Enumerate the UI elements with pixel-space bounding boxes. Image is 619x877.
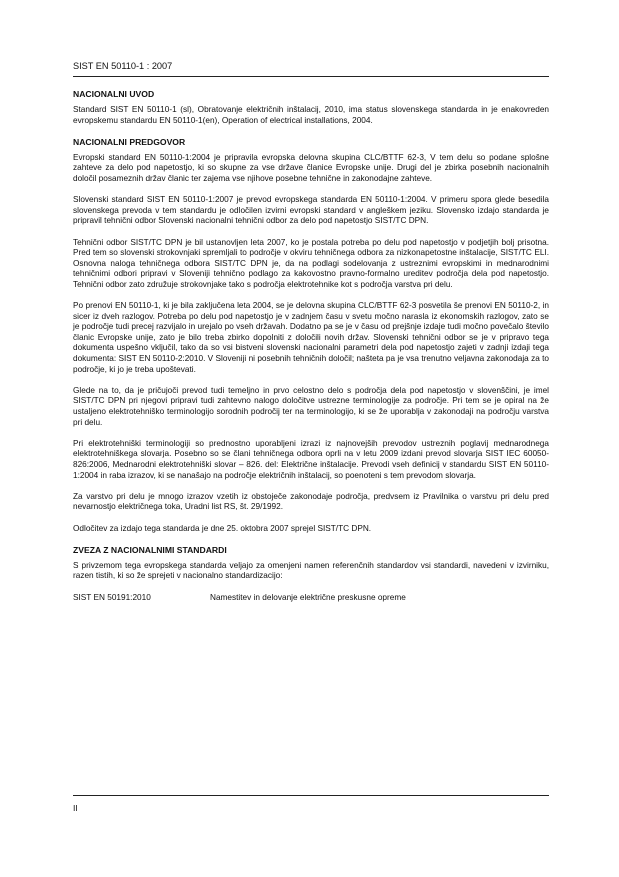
page-number: II [73, 803, 78, 813]
paragraph: Po prenovi EN 50110-1, ki je bila zaključena leta 2004, se je delovna skupina CLC/BTTF 62-3 posvetila še prenovi EN 50110-2, in sicer iz dveh razlogov. Potreba po delu pod napetostjo je v zadnjem času v svetu močno narasla iz ekonomskih razlogov, zato se je področje tudi precej razvijalo in urejalo po vseh državah. Dodatno pa se je v času od prejšnje izdaje tudi močno povečalo število članic Evropske unije, zato je bilo treba zbirko dopolniti z določili novih držav. Slovenski tehnični odbor se je v pripravo tega dokumenta uspešno vključil, tako da so vsi bistveni slovenski nacionalni parametri dela pod napetostjo zajeti v zadnji izdaji tega dokumenta: SIST EN 50110-2:2010. V Sloveniji ni posebnih tehničnih določil; našteta pa je vsa trenutno veljavna zakonodaja za to področje, ki jo je treba upoštevati. [73, 301, 549, 374]
paragraph: Pri elektrotehniški terminologiji so prednostno uporabljeni izrazi iz najnovejših prevodov ustreznih poglavij mednarodnega elektrotehniškega slovarja. Posebno so se člani tehničnega odbora oprli na v letu 2009 izdani prevod slovarja SIST IEC 60050-826:2006, Mednarodni elektrotehniški slovar – 826. del: Električne inštalacije. Prevodi vseh definicij v standardu SIST EN 50110-1:2004 in raba izrazov, ki se nanašajo na področje električnih inštalacij, so poenoteni s tem prevodom slovarja. [73, 438, 549, 480]
paragraph: Za varstvo pri delu je mnogo izrazov vzetih iz obstoječe zakonodaje področja, predvsem iz Pravilnika o varstvu pri delu pred nevarnostjo električnega toka, Uradni list RS, št. 29/1992. [73, 491, 549, 512]
page-header [73, 61, 549, 77]
section-heading: NACIONALNI UVOD [73, 89, 155, 99]
paragraph: Tehnični odbor SIST/TC DPN je bil ustanovljen leta 2007, ko je postala potreba po delu pod napetostjo v podjetjih bolj prisotna. Pred tem so slovenski strokovnjaki spremljali to področje v okviru tehničnega odbora za nizkonapetostne inštalacije, SIST/TC ELI. Osnovna naloga tehničnega odbora SIST/TC DPN je, da na podlagi sodelovanja z ustreznimi evropskimi in mednarodnimi tehničnimi odbori pripravi v Sloveniji tehnično podlago za kakovostno pravno-formalno ureditev področja dela pod napetostjo. Tehnični odbor zato združuje strokovnjake tako s področja elektrotehnike kot s področja varstva pri delu. [73, 237, 549, 289]
document-body [73, 89, 549, 603]
reference-title: Namestitev in delovanje električne preskusne opreme [210, 592, 406, 602]
paragraph: S privzemom tega evropskega standarda veljajo za omenjeni namen referenčnih standardov vsi standardi, navedeni v izvirniku, razen tistih, ki so že sprejeti v nacionalno standardizacijo: [73, 560, 549, 581]
paragraph: Slovenski standard SIST EN 50110-1:2007 je prevod evropskega standarda EN 50110-1:2004. V primeru spora glede besedila slovenskega prevoda v tem standardu je odločilen izvirni evropski standard v angleškem jeziku. Slovensko izdajo standarda je pripravil tehnični odbor Slovenski nacionalni tehnični odbor za delo pod napetostjo SIST/TC DPN. [73, 195, 549, 226]
paragraph: Glede na to, da je pričujoči prevod tudi temeljno in prvo celostno delo s področja dela pod napetostjo v slovenščini, je imel SIST/TC DPN pri njegovi pripravi tudi zahtevno nalogo določitve ustrezne terminologije za področje. Pri tem se je opiral na že ustaljeno elektrotehniško terminologijo sorodnih področij ter na terminologijo, ki se že uporablja v zakonodaji na področju varstva pri delu. [73, 385, 549, 427]
paragraph: Evropski standard EN 50110-1:2004 je pripravila evropska delovna skupina CLC/BTTF 62-3, V tem delu so podane splošne zahteve za delo pod napetostjo, ki so skupne za vse države članice Evropske unije. Drugi del je zbirka posebnih nacionalnih določil posameznih držav članic ter zajema vse njihove posebne tehnične in zakonodajne zahteve. [73, 152, 549, 183]
document-id: SIST EN 50110-1 : 2007 [73, 61, 173, 71]
reference-row [73, 593, 549, 604]
section-heading: NACIONALNI PREDGOVOR [73, 136, 186, 147]
section-national-standards-link [73, 545, 549, 603]
section-heading: ZVEZA Z NACIONALNIMI STANDARDI [73, 544, 227, 555]
reference-code: SIST EN 50191:2010 [73, 592, 151, 602]
footer-divider [73, 795, 549, 796]
page-footer [73, 803, 78, 813]
paragraph: Standard SIST EN 50110-1 (sl), Obratovanje električnih inštalacij, 2010, ima status slovenskega standarda in je enakovreden evropskemu standardu EN 50110-1(en), Operation of electrical installations, 2004. [73, 105, 549, 125]
section-national-foreword [73, 137, 549, 534]
section-national-introduction [73, 89, 549, 126]
paragraph: Odločitev za izdajo tega standarda je dne 25. oktobra 2007 sprejel SIST/TC DPN. [73, 523, 372, 533]
